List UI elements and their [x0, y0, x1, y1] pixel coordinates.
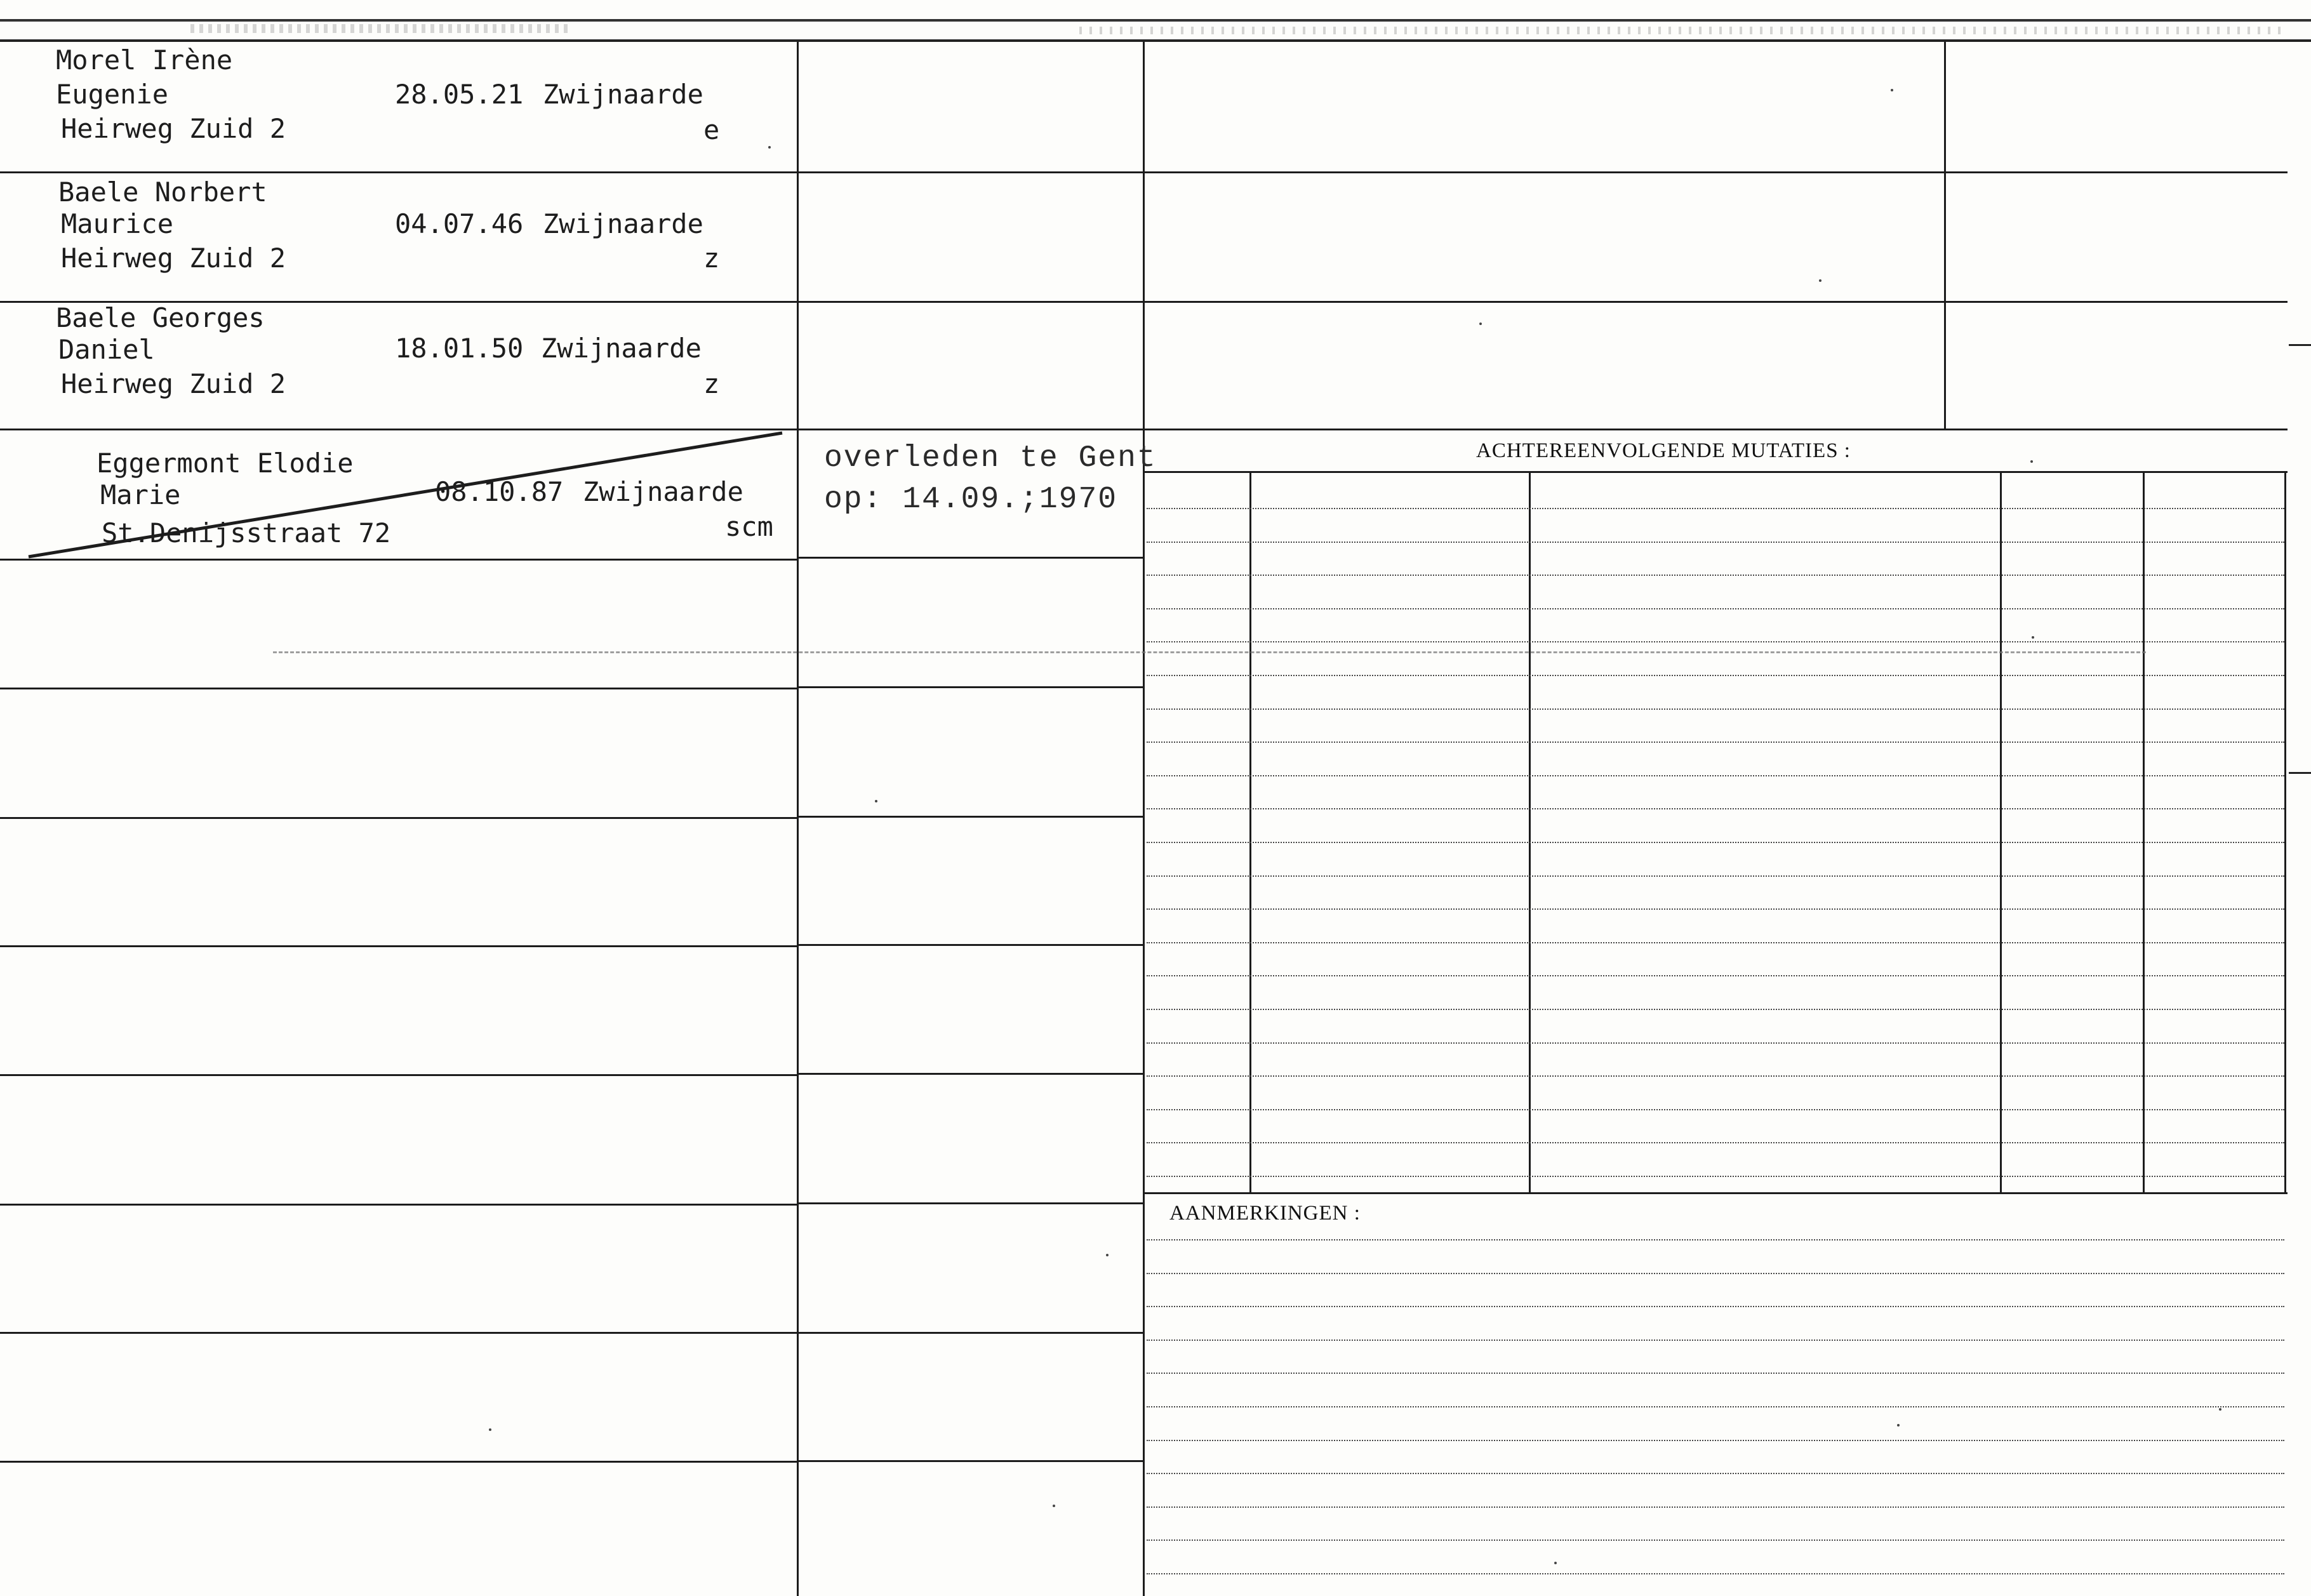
person-2-name: Baele Norbert [58, 176, 267, 208]
person-2-code: z [703, 243, 720, 274]
mid-row-line-11 [799, 1460, 1143, 1462]
speck [2032, 636, 2034, 639]
person-1-date: 28.05.21 [395, 79, 524, 110]
remarks-ruled-line [1147, 1539, 2284, 1541]
remarks-ruled-line [1147, 1473, 2284, 1474]
mid-row-line-3 [799, 429, 1143, 430]
speck [768, 146, 771, 149]
mutations-ruled-line [1147, 675, 2284, 676]
mutations-ruled-line [1147, 708, 2284, 710]
column-divider-2 [1143, 42, 1145, 1596]
person-3-place: Zwijnaarde [541, 333, 702, 364]
person-3-name: Baele Georges [56, 302, 265, 333]
person-4-date: 08.10.87 [435, 476, 564, 507]
speck [2219, 1408, 2221, 1411]
remarks-ruled-line [1147, 1440, 2284, 1441]
person-2-address: Heirweg Zuid 2 [61, 243, 286, 274]
dashed-scan-line [273, 651, 2146, 653]
person-2-place: Zwijnaarde [543, 208, 703, 239]
mutations-ruled-line [1147, 1009, 2284, 1010]
mid-row-line-2 [799, 301, 1143, 303]
mutations-ruled-line [1147, 775, 2284, 776]
mutations-ruled-line [1147, 1142, 2284, 1143]
edge-tick-1 [2289, 344, 2311, 346]
row-line-9 [0, 1204, 797, 1206]
mutations-ruled-line [1147, 1109, 2284, 1110]
mutations-ruled-line [1147, 842, 2284, 843]
speck [1897, 1424, 1900, 1426]
mid-row-line-1 [799, 171, 1143, 173]
mutations-ruled-line [1147, 741, 2284, 743]
person-4-address: St.Denijsstraat 72 [102, 517, 391, 549]
mutations-col-4 [2143, 473, 2145, 1194]
speck [875, 800, 877, 802]
person-2-second-name: Maurice [61, 208, 174, 239]
speck [1106, 1254, 1109, 1256]
right-row-line-1 [1145, 171, 2288, 173]
mutations-ruled-line [1147, 875, 2284, 877]
speck [1554, 1562, 1557, 1564]
row-line-11 [0, 1461, 797, 1463]
remarks-ruled-line [1147, 1306, 2284, 1307]
mutations-ruled-line [1147, 942, 2284, 943]
mutations-ruled-line [1147, 641, 2284, 642]
mutations-ruled-line [1147, 1042, 2284, 1044]
mutations-bottom-line [1145, 1192, 2288, 1194]
mid-row-line-4 [799, 557, 1143, 559]
mutations-ruled-line [1147, 975, 2284, 976]
right-row-line-2 [1145, 301, 2288, 303]
speck [1053, 1505, 1055, 1507]
person-1-code: e [703, 114, 720, 145]
mutations-ruled-line [1147, 542, 2284, 543]
person-4-code: scm [725, 511, 773, 542]
person-2-date: 04.07.46 [395, 208, 524, 239]
remarks-heading: AANMERKINGEN : [1169, 1202, 1361, 1225]
speck [1479, 323, 1482, 325]
person-4-name: Eggermont Elodie [97, 448, 354, 479]
mid-row-line-9 [799, 1202, 1143, 1204]
mid-row-line-8 [799, 1073, 1143, 1075]
scan-noise-top-right [1079, 27, 2286, 34]
mutations-ruled-line [1147, 508, 2284, 509]
person-3-code: z [703, 368, 720, 399]
strikethrough-line [0, 0, 825, 571]
person-3-second-name: Daniel [58, 334, 155, 365]
mutations-ruled-line [1147, 608, 2284, 609]
speck [1891, 89, 1893, 91]
mutations-heading: ACHTEREENVOLGENDE MUTATIES : [1476, 439, 1851, 462]
mid-row-line-6 [799, 816, 1143, 818]
speck [489, 1428, 491, 1431]
mid-row-line-7 [799, 944, 1143, 946]
row-line-5 [0, 688, 797, 689]
remarks-ruled-line [1147, 1340, 2284, 1341]
remarks-ruled-line [1147, 1239, 2284, 1240]
remarks-ruled-line [1147, 1373, 2284, 1374]
row-line-6 [0, 817, 797, 819]
mutations-col-3 [2000, 473, 2002, 1194]
person-3-address: Heirweg Zuid 2 [61, 368, 286, 399]
mid-row-line-5 [799, 686, 1143, 688]
mid-row-line-10 [799, 1332, 1143, 1334]
mutations-ruled-line [1147, 1075, 2284, 1077]
mutations-col-5 [2284, 473, 2286, 1194]
person-4-place: Zwijnaarde [583, 476, 743, 507]
column-divider-3 [1944, 42, 1946, 429]
speck [1819, 279, 1821, 282]
remarks-ruled-line [1147, 1406, 2284, 1407]
row-line-7 [0, 945, 797, 947]
person-3-date: 18.01.50 [395, 333, 524, 364]
person-4-second-name: Marie [100, 479, 181, 510]
person-1-second-name: Eugenie [56, 79, 169, 110]
mutations-ruled-line [1147, 808, 2284, 809]
mutations-ruled-line [1147, 908, 2284, 910]
person-1-address: Heirweg Zuid 2 [61, 113, 286, 144]
remarks-ruled-line [1147, 1573, 2284, 1574]
edge-tick-2 [2289, 772, 2311, 774]
remarks-ruled-line [1147, 1506, 2284, 1508]
right-row-line-3 [1145, 429, 2288, 430]
speck [2030, 460, 2033, 463]
mutations-ruled-line [1147, 1176, 2284, 1177]
mutations-col-1 [1249, 473, 1251, 1194]
mutations-col-2 [1529, 473, 1531, 1194]
row-line-10 [0, 1332, 797, 1334]
death-note-line-2: op: 14.09.;1970 [824, 482, 1118, 517]
death-note-line-1: overleden te Gent [824, 441, 1157, 475]
person-1-name: Morel Irène [56, 44, 233, 76]
remarks-ruled-line [1147, 1273, 2284, 1274]
mutations-ruled-line [1147, 575, 2284, 576]
person-1-place: Zwijnaarde [543, 79, 703, 110]
mutations-top-line [1145, 471, 2288, 473]
row-line-8 [0, 1074, 797, 1076]
